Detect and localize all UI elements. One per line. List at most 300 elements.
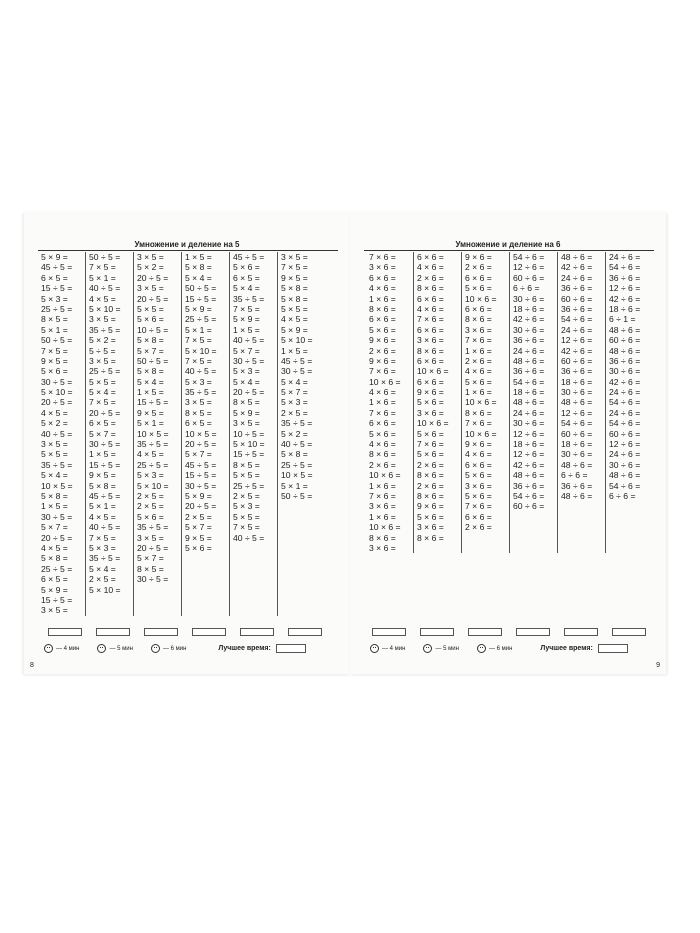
exercise-item: 30 ÷ 5 =	[233, 355, 265, 366]
exercise-item: 24 ÷ 6 =	[561, 272, 593, 283]
exercise-item: 5 × 3 =	[89, 542, 116, 553]
exercise-item: 6 × 6 =	[465, 459, 492, 470]
answer-box[interactable]	[192, 628, 226, 636]
smiley-icon	[423, 644, 432, 653]
exercise-item: 5 × 10 =	[89, 303, 121, 314]
exercise-item: 2 × 6 =	[417, 272, 444, 283]
exercise-column	[230, 252, 278, 616]
exercise-item: 4 × 6 =	[369, 387, 396, 398]
exercise-item: 3 × 6 =	[465, 480, 492, 491]
exercise-item: 30 ÷ 5 =	[185, 480, 217, 491]
exercise-item: 10 × 5 =	[281, 470, 313, 481]
exercise-item: 4 × 5 =	[281, 314, 308, 325]
answer-box[interactable]	[564, 628, 598, 636]
exercise-item: 10 × 6 =	[369, 470, 401, 481]
exercise-item: 7 × 6 =	[369, 252, 396, 262]
exercise-item: 6 × 6 =	[417, 252, 444, 262]
exercise-item: 5 × 10 =	[89, 584, 121, 595]
exercise-item: 7 × 6 =	[417, 314, 444, 325]
exercise-item: 35 ÷ 5 =	[137, 439, 169, 450]
answer-box[interactable]	[288, 628, 322, 636]
exercise-item: 5 × 6 =	[417, 397, 444, 408]
answer-box[interactable]	[240, 628, 274, 636]
exercise-item: 7 × 5 =	[281, 262, 308, 273]
exercise-item: 5 × 1 =	[89, 272, 116, 283]
exercise-item: 60 ÷ 6 =	[561, 293, 593, 304]
exercise-item: 35 ÷ 5 =	[137, 522, 169, 533]
exercise-item: 30 ÷ 6 =	[513, 293, 545, 304]
exercise-item: 7 × 6 =	[465, 501, 492, 512]
exercise-item: 7 × 5 =	[41, 345, 68, 356]
exercise-item: 6 × 6 =	[369, 418, 396, 429]
exercise-item: 24 ÷ 6 =	[513, 407, 545, 418]
exercise-item: 8 × 6 =	[369, 303, 396, 314]
exercise-item: 8 × 6 =	[417, 470, 444, 481]
exercise-item: 24 ÷ 6 =	[609, 387, 641, 398]
exercise-item: 48 ÷ 6 =	[513, 355, 545, 366]
left-exercise-grid	[38, 252, 326, 616]
exercise-item: 8 × 6 =	[369, 449, 396, 460]
exercise-item: 48 ÷ 6 =	[609, 470, 641, 481]
exercise-item: 12 ÷ 6 =	[609, 439, 641, 450]
exercise-item: 5 × 3 =	[137, 470, 164, 481]
exercise-item: 50 ÷ 5 =	[185, 283, 217, 294]
exercise-item: 8 × 6 =	[417, 345, 444, 356]
exercise-item: 48 ÷ 6 =	[609, 324, 641, 335]
exercise-item: 6 × 6 =	[417, 324, 444, 335]
exercise-item: 5 × 2 =	[41, 418, 68, 429]
exercise-column	[182, 252, 230, 616]
exercise-item: 3 × 5 =	[137, 532, 164, 543]
exercise-item: 1 × 6 =	[465, 345, 492, 356]
exercise-item: 15 ÷ 5 =	[41, 283, 73, 294]
exercise-item: 5 × 8 =	[281, 449, 308, 460]
exercise-item: 5 × 9 =	[41, 584, 68, 595]
exercise-item: 1 × 6 =	[369, 480, 396, 491]
exercise-item: 10 ÷ 5 =	[137, 324, 169, 335]
exercise-item: 2 × 6 =	[465, 355, 492, 366]
exercise-item: 8 × 6 =	[465, 314, 492, 325]
exercise-item: 5 × 9 =	[233, 407, 260, 418]
exercise-item: 10 × 6 =	[369, 376, 401, 387]
exercise-item: 7 × 5 =	[233, 303, 260, 314]
exercise-item: 10 × 6 =	[417, 418, 449, 429]
exercise-item: 5 × 1 =	[185, 324, 212, 335]
exercise-item: 36 ÷ 6 =	[513, 335, 545, 346]
exercise-column	[86, 252, 134, 616]
exercise-item: 24 ÷ 6 =	[609, 252, 641, 262]
exercise-item: 7 × 5 =	[185, 335, 212, 346]
time-rating	[97, 644, 132, 653]
exercise-item: 3 × 5 =	[185, 397, 212, 408]
exercise-item: 5 × 8 =	[41, 490, 68, 501]
exercise-item: 40 ÷ 5 =	[89, 283, 121, 294]
exercise-item: 30 ÷ 5 =	[41, 376, 73, 387]
exercise-item: 3 × 5 =	[41, 605, 68, 616]
exercise-item: 60 ÷ 6 =	[609, 335, 641, 346]
exercise-item: 30 ÷ 6 =	[513, 324, 545, 335]
exercise-item: 54 ÷ 6 =	[609, 480, 641, 491]
exercise-item: 12 ÷ 6 =	[513, 262, 545, 273]
exercise-item: 4 × 6 =	[465, 449, 492, 460]
exercise-item: 50 ÷ 5 =	[89, 252, 121, 262]
exercise-item: 30 ÷ 5 =	[281, 366, 313, 377]
exercise-item: 48 ÷ 6 =	[561, 252, 593, 262]
exercise-item: 20 ÷ 5 =	[41, 532, 73, 543]
exercise-item: 1 × 5 =	[89, 449, 116, 460]
exercise-item: 6 ÷ 1 =	[609, 314, 636, 325]
exercise-item: 7 × 6 =	[417, 439, 444, 450]
exercise-item: 5 × 1 =	[281, 480, 308, 491]
title-rule	[38, 250, 338, 251]
exercise-item: 5 × 7 =	[137, 345, 164, 356]
exercise-item: 30 ÷ 5 =	[89, 439, 121, 450]
exercise-item: 7 × 5 =	[185, 355, 212, 366]
exercise-item: 25 ÷ 5 =	[41, 563, 73, 574]
exercise-item: 8 × 6 =	[417, 490, 444, 501]
exercise-item: 8 × 6 =	[465, 407, 492, 418]
exercise-item: 5 × 3 =	[185, 376, 212, 387]
exercise-item: 1 × 5 =	[137, 387, 164, 398]
exercise-item: 36 ÷ 6 =	[561, 366, 593, 377]
smiley-icon	[151, 644, 160, 653]
exercise-item: 5 × 6 =	[185, 542, 212, 553]
exercise-item: 60 ÷ 6 =	[609, 428, 641, 439]
best-time-label: Лучшее время:	[540, 645, 593, 652]
left-page	[24, 212, 350, 674]
best-time-box[interactable]	[598, 644, 628, 653]
exercise-item: 5 × 9 =	[233, 314, 260, 325]
exercise-item: 5 × 7 =	[281, 387, 308, 398]
exercise-item: 9 × 6 =	[369, 335, 396, 346]
exercise-item: 5 × 7 =	[233, 345, 260, 356]
exercise-item: 50 ÷ 5 =	[137, 355, 169, 366]
exercise-item: 35 ÷ 5 =	[185, 387, 217, 398]
exercise-item: 5 × 4 =	[185, 272, 212, 283]
time-label: — 6 мин	[488, 645, 513, 652]
time-label: — 4 мин	[56, 645, 80, 652]
exercise-item: 10 × 5 =	[137, 428, 169, 439]
exercise-item: 12 ÷ 6 =	[609, 283, 641, 294]
exercise-item: 54 ÷ 6 =	[513, 376, 545, 387]
exercise-item: 15 ÷ 5 =	[89, 459, 121, 470]
exercise-item: 10 × 6 =	[417, 366, 449, 377]
exercise-item: 40 ÷ 5 =	[233, 532, 265, 543]
exercise-column	[366, 252, 414, 553]
exercise-item: 6 × 6 =	[369, 272, 396, 283]
exercise-item: 25 ÷ 5 =	[137, 459, 169, 470]
exercise-item: 6 × 6 =	[465, 303, 492, 314]
exercise-item: 60 ÷ 6 =	[561, 355, 593, 366]
exercise-item: 2 × 5 =	[137, 490, 164, 501]
exercise-item: 3 × 5 =	[137, 283, 164, 294]
title-rule	[364, 250, 654, 251]
exercise-item: 54 ÷ 6 =	[513, 252, 545, 262]
exercise-item: 5 × 10 =	[281, 335, 313, 346]
exercise-item: 5 × 7 =	[185, 522, 212, 533]
exercise-item: 5 × 6 =	[465, 376, 492, 387]
exercise-item: 15 ÷ 5 =	[185, 470, 217, 481]
exercise-item: 18 ÷ 6 =	[561, 439, 593, 450]
exercise-item: 36 ÷ 6 =	[561, 283, 593, 294]
exercise-item: 18 ÷ 6 =	[561, 376, 593, 387]
answer-box[interactable]	[372, 628, 406, 636]
exercise-item: 1 × 6 =	[369, 293, 396, 304]
exercise-item: 5 × 5 =	[233, 511, 260, 522]
exercise-item: 5 × 10 =	[41, 387, 73, 398]
exercise-item: 7 × 6 =	[369, 366, 396, 377]
exercise-column	[414, 252, 462, 553]
exercise-item: 5 × 8 =	[41, 553, 68, 564]
exercise-item: 5 × 5 =	[89, 376, 116, 387]
exercise-item: 4 × 5 =	[137, 449, 164, 460]
answer-box[interactable]	[144, 628, 178, 636]
exercise-item: 5 × 2 =	[281, 428, 308, 439]
smiley-icon	[477, 644, 486, 653]
exercise-item: 5 × 6 =	[417, 428, 444, 439]
exercise-item: 5 × 8 =	[281, 293, 308, 304]
exercise-item: 20 ÷ 5 =	[185, 439, 217, 450]
exercise-item: 10 × 6 =	[465, 397, 497, 408]
exercise-column	[462, 252, 510, 553]
exercise-item: 15 ÷ 5 =	[41, 594, 73, 605]
exercise-item: 54 ÷ 6 =	[561, 314, 593, 325]
answer-box[interactable]	[96, 628, 130, 636]
exercise-item: 30 ÷ 6 =	[561, 387, 593, 398]
time-label: — 5 мин	[435, 645, 459, 652]
exercise-item: 5 × 1 =	[89, 501, 116, 512]
exercise-item: 5 × 6 =	[137, 511, 164, 522]
exercise-item: 50 ÷ 5 =	[41, 335, 73, 346]
smiley-icon	[370, 644, 379, 653]
exercise-item: 5 × 6 =	[465, 470, 492, 481]
exercise-item: 5 × 6 =	[41, 366, 68, 377]
exercise-item: 3 × 6 =	[417, 335, 444, 346]
exercise-column	[510, 252, 558, 553]
exercise-item: 5 × 6 =	[417, 511, 444, 522]
right-answer-boxes	[372, 628, 660, 636]
exercise-item: 30 ÷ 6 =	[561, 449, 593, 460]
exercise-item: 3 × 6 =	[417, 407, 444, 418]
exercise-item: 5 × 9 =	[41, 252, 68, 262]
exercise-item: 18 ÷ 6 =	[609, 303, 641, 314]
exercise-item: 1 × 6 =	[465, 387, 492, 398]
exercise-item: 48 ÷ 6 =	[561, 490, 593, 501]
exercise-item: 42 ÷ 6 =	[609, 293, 641, 304]
exercise-item: 1 × 6 =	[369, 397, 396, 408]
exercise-item: 15 ÷ 5 =	[185, 293, 217, 304]
exercise-item: 45 ÷ 5 =	[281, 355, 313, 366]
best-time-box[interactable]	[276, 644, 306, 653]
exercise-item: 48 ÷ 6 =	[513, 470, 545, 481]
exercise-item: 45 ÷ 5 =	[233, 252, 265, 262]
exercise-item: 36 ÷ 6 =	[609, 355, 641, 366]
exercise-item: 60 ÷ 6 =	[513, 272, 545, 283]
exercise-item: 7 × 5 =	[89, 532, 116, 543]
exercise-item: 2 × 6 =	[417, 480, 444, 491]
exercise-item: 5 × 7 =	[89, 428, 116, 439]
exercise-item: 25 ÷ 5 =	[41, 303, 73, 314]
exercise-item: 3 × 6 =	[465, 324, 492, 335]
exercise-item: 8 × 5 =	[41, 314, 68, 325]
exercise-item: 5 × 3 =	[281, 397, 308, 408]
exercise-item: 5 × 7 =	[137, 553, 164, 564]
exercise-item: 54 ÷ 6 =	[513, 490, 545, 501]
exercise-item: 42 ÷ 6 =	[561, 345, 593, 356]
exercise-item: 35 ÷ 5 =	[89, 324, 121, 335]
time-label: — 4 мин	[382, 645, 406, 652]
exercise-item: 48 ÷ 6 =	[609, 345, 641, 356]
exercise-item: 6 × 6 =	[417, 293, 444, 304]
exercise-item: 4 × 5 =	[89, 511, 116, 522]
exercise-item: 36 ÷ 6 =	[513, 480, 545, 491]
answer-box[interactable]	[516, 628, 550, 636]
exercise-item: 3 × 6 =	[369, 542, 396, 553]
exercise-item: 30 ÷ 5 =	[41, 511, 73, 522]
exercise-item: 48 ÷ 6 =	[561, 397, 593, 408]
exercise-item: 8 × 6 =	[369, 532, 396, 543]
exercise-item: 4 × 6 =	[417, 303, 444, 314]
exercise-item: 6 × 6 =	[465, 272, 492, 283]
exercise-item: 5 × 3 =	[233, 501, 260, 512]
exercise-item: 20 ÷ 5 =	[41, 397, 73, 408]
time-rating	[423, 644, 458, 653]
exercise-column	[278, 252, 326, 616]
exercise-item: 6 × 5 =	[233, 272, 260, 283]
exercise-item: 2 × 6 =	[465, 262, 492, 273]
exercise-item: 1 × 5 =	[185, 252, 212, 262]
time-label: — 6 мин	[162, 645, 187, 652]
exercise-column	[606, 252, 654, 553]
exercise-item: 8 × 5 =	[233, 459, 260, 470]
exercise-item: 2 × 6 =	[369, 459, 396, 470]
exercise-item: 25 ÷ 5 =	[89, 366, 121, 377]
exercise-item: 42 ÷ 6 =	[561, 262, 593, 273]
exercise-item: 9 × 6 =	[417, 387, 444, 398]
exercise-item: 12 ÷ 6 =	[513, 428, 545, 439]
exercise-item: 2 × 6 =	[417, 459, 444, 470]
exercise-item: 35 ÷ 5 =	[41, 459, 73, 470]
exercise-item: 6 × 6 =	[417, 376, 444, 387]
exercise-item: 24 ÷ 6 =	[609, 449, 641, 460]
exercise-item: 3 × 5 =	[233, 418, 260, 429]
left-page-title: Умножение и деление на 5	[134, 240, 240, 249]
exercise-item: 6 × 5 =	[89, 418, 116, 429]
right-exercise-grid	[366, 252, 654, 553]
exercise-item: 3 × 6 =	[369, 501, 396, 512]
exercise-item: 4 × 6 =	[465, 366, 492, 377]
exercise-item: 35 ÷ 5 =	[281, 418, 313, 429]
exercise-item: 5 × 4 =	[41, 470, 68, 481]
right-footer	[370, 644, 628, 653]
exercise-item: 5 × 5 =	[41, 449, 68, 460]
exercise-item: 18 ÷ 6 =	[513, 387, 545, 398]
time-rating	[44, 644, 79, 653]
exercise-item: 5 × 9 =	[185, 303, 212, 314]
exercise-item: 7 × 6 =	[369, 490, 396, 501]
exercise-item: 7 × 5 =	[89, 262, 116, 273]
exercise-item: 3 × 6 =	[417, 522, 444, 533]
exercise-item: 5 × 4 =	[89, 563, 116, 574]
exercise-item: 40 ÷ 5 =	[41, 428, 73, 439]
exercise-item: 54 ÷ 6 =	[609, 397, 641, 408]
page-number: 9	[656, 662, 660, 669]
exercise-item: 42 ÷ 6 =	[609, 376, 641, 387]
exercise-item: 5 × 1 =	[137, 418, 164, 429]
exercise-item: 5 × 6 =	[417, 449, 444, 460]
exercise-item: 5 × 6 =	[137, 314, 164, 325]
exercise-item: 5 × 4 =	[233, 283, 260, 294]
exercise-item: 36 ÷ 6 =	[561, 480, 593, 491]
exercise-item: 5 × 2 =	[89, 335, 116, 346]
exercise-item: 5 × 10 =	[137, 480, 169, 491]
exercise-item: 9 × 5 =	[41, 355, 68, 366]
smiley-icon	[97, 644, 106, 653]
exercise-item: 5 × 8 =	[137, 335, 164, 346]
exercise-item: 8 × 6 =	[417, 283, 444, 294]
exercise-item: 24 ÷ 6 =	[561, 324, 593, 335]
exercise-item: 4 × 5 =	[41, 407, 68, 418]
exercise-column	[134, 252, 182, 616]
exercise-item: 6 × 5 =	[41, 272, 68, 283]
exercise-item: 12 ÷ 6 =	[513, 449, 545, 460]
exercise-item: 8 × 5 =	[185, 407, 212, 418]
exercise-item: 9 × 6 =	[417, 501, 444, 512]
exercise-item: 48 ÷ 6 =	[561, 459, 593, 470]
exercise-item: 4 × 6 =	[417, 262, 444, 273]
exercise-item: 9 × 6 =	[465, 439, 492, 450]
exercise-item: 10 × 6 =	[465, 293, 497, 304]
exercise-item: 5 × 2 =	[137, 262, 164, 273]
exercise-item: 3 × 6 =	[369, 262, 396, 273]
exercise-item: 10 × 5 =	[185, 428, 217, 439]
exercise-item: 36 ÷ 6 =	[609, 272, 641, 283]
time-rating	[151, 644, 186, 653]
exercise-item: 7 × 6 =	[465, 335, 492, 346]
time-rating	[477, 644, 512, 653]
exercise-item: 24 ÷ 6 =	[609, 407, 641, 418]
exercise-item: 5 ÷ 5 =	[89, 345, 116, 356]
answer-box[interactable]	[48, 628, 82, 636]
exercise-item: 9 × 5 =	[281, 272, 308, 283]
exercise-item: 5 × 4 =	[233, 376, 260, 387]
exercise-item: 5 × 4 =	[281, 376, 308, 387]
exercise-item: 30 ÷ 6 =	[609, 366, 641, 377]
exercise-item: 54 ÷ 6 =	[561, 418, 593, 429]
exercise-item: 4 × 6 =	[369, 439, 396, 450]
exercise-item: 35 ÷ 5 =	[233, 293, 265, 304]
exercise-item: 1 × 5 =	[281, 345, 308, 356]
answer-box[interactable]	[420, 628, 454, 636]
exercise-item: 2 × 5 =	[281, 407, 308, 418]
exercise-item: 5 × 10 =	[233, 439, 265, 450]
answer-box[interactable]	[468, 628, 502, 636]
exercise-item: 5 × 6 =	[465, 490, 492, 501]
exercise-item: 5 × 8 =	[185, 262, 212, 273]
exercise-item: 5 × 3 =	[41, 293, 68, 304]
exercise-item: 5 × 6 =	[465, 283, 492, 294]
exercise-item: 5 × 6 =	[369, 428, 396, 439]
exercise-item: 5 × 8 =	[89, 480, 116, 491]
exercise-item: 3 × 5 =	[137, 252, 164, 262]
answer-box[interactable]	[612, 628, 646, 636]
exercise-item: 20 ÷ 5 =	[137, 272, 169, 283]
exercise-item: 8 × 5 =	[137, 563, 164, 574]
exercise-item: 7 × 5 =	[233, 522, 260, 533]
exercise-item: 24 ÷ 6 =	[513, 345, 545, 356]
exercise-item: 40 ÷ 5 =	[281, 439, 313, 450]
exercise-item: 12 ÷ 6 =	[561, 335, 593, 346]
